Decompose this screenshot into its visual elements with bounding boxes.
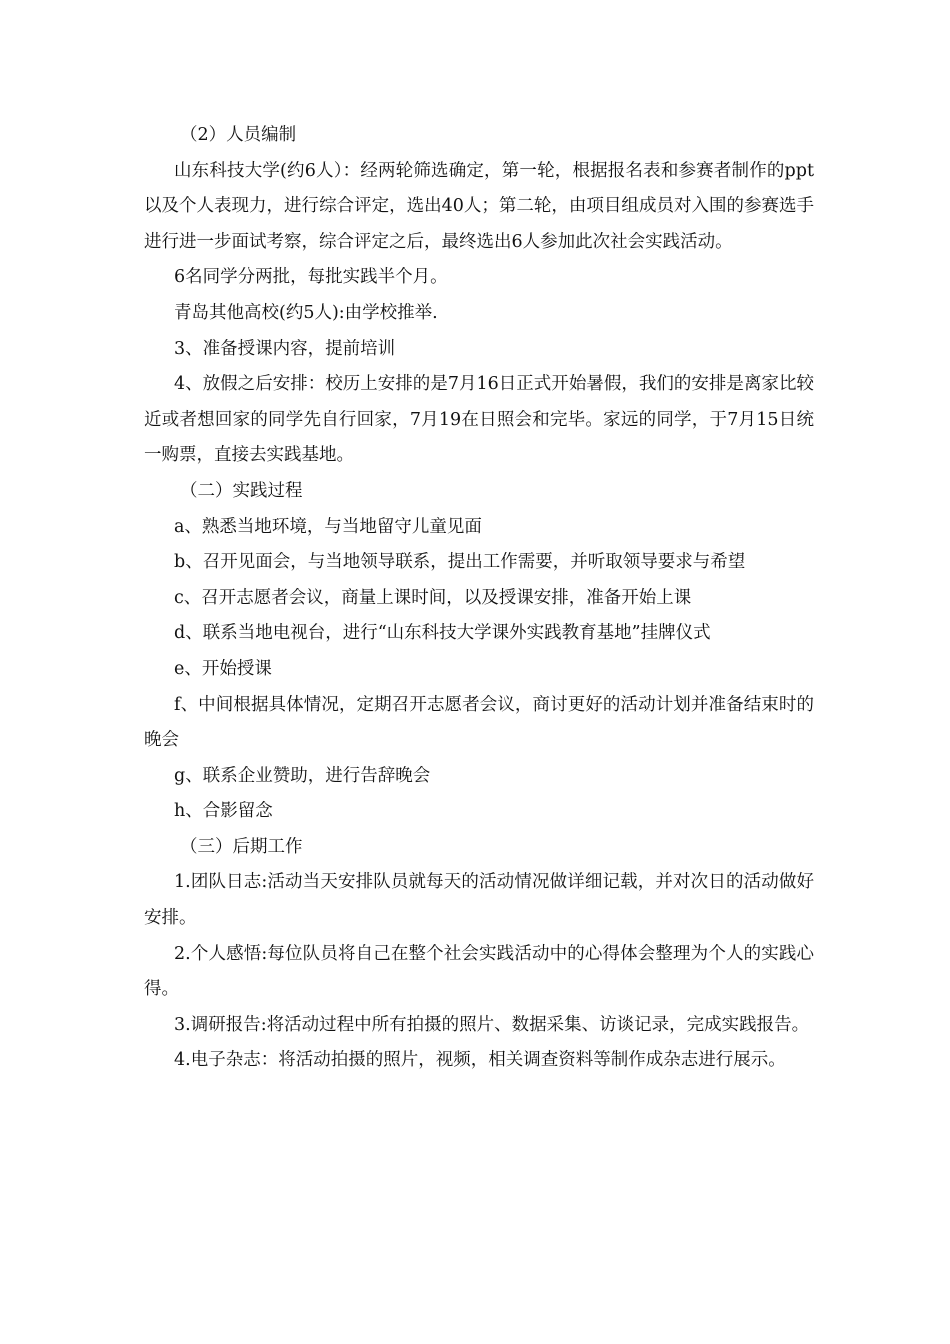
- section-heading-staffing: （2）人员编制: [180, 125, 297, 145]
- paragraph-batches: 6名同学分两批，每批实践半个月。: [174, 267, 448, 288]
- paragraph-personal-reflection: 2.个人感悟:每位队员将自己在整个社会实践活动中的心得体会整理为个人的实践心得。: [144, 943, 814, 1000]
- list-item-step-h: h、合影留念: [174, 801, 273, 822]
- document-body: [144, 118, 814, 1079]
- list-item-step-e: e、开始授课: [174, 658, 272, 679]
- paragraph-research-report: 3.调研报告:将活动过程中所有拍摄的照片、数据采集、访谈记录，完成实践报告。: [174, 1014, 810, 1035]
- section-heading-followup: （三）后期工作: [180, 836, 303, 857]
- section-heading-practice-process: （二）实践过程: [180, 480, 303, 501]
- list-item-step-f: f、中间根据具体情况，定期召开志愿者会议，商讨更好的活动计划并准备结束时的晚会: [144, 694, 814, 751]
- paragraph-e-magazine: 4.电子杂志：将活动拍摄的照片，视频，相关调查资料等制作成杂志进行展示。: [174, 1050, 786, 1071]
- paragraph-sdust-selection: 山东科技大学(约6人）：经两轮筛选确定，第一轮，根据报名表和参赛者制作的ppt以及个人表现力，进行综合评定，选出40人；第二轮，由项目组成员对入围的参赛选手进行进一步面试考察，综合评定之后，最终选出6人参加此次社会实践活动。: [144, 160, 814, 252]
- paragraph-team-log: 1.团队日志:活动当天安排队员就每天的活动情况做详细记载，并对次日的活动做好安排。: [144, 872, 814, 929]
- list-item-step-c: c、召开志愿者会议，商量上课时间，以及授课安排，准备开始上课: [174, 587, 692, 608]
- list-item-step-a: a、熟悉当地环境，与当地留守儿童见面: [174, 516, 482, 537]
- list-item-step-d: d、联系当地电视台，进行“山东科技大学课外实践教育基地”挂牌仪式: [174, 623, 711, 644]
- paragraph-holiday-arrangement: 4、放假之后安排：校历上安排的是7月16日正式开始暑假，我们的安排是离家比较近或者想回家的同学先自行回家，7月19在日照会和完毕。家远的同学，于7月15日统一购票，直接去实践基地。: [144, 374, 814, 466]
- list-item-step-g: g、联系企业赞助，进行告辞晚会: [174, 765, 431, 786]
- paragraph-other-universities: 青岛其他高校(约5人):由学校推举.: [174, 302, 438, 323]
- paragraph-prep-training: 3、准备授课内容，提前培训: [174, 338, 396, 359]
- list-item-step-b: b、召开见面会，与当地领导联系，提出工作需要，并听取领导要求与希望: [174, 552, 746, 573]
